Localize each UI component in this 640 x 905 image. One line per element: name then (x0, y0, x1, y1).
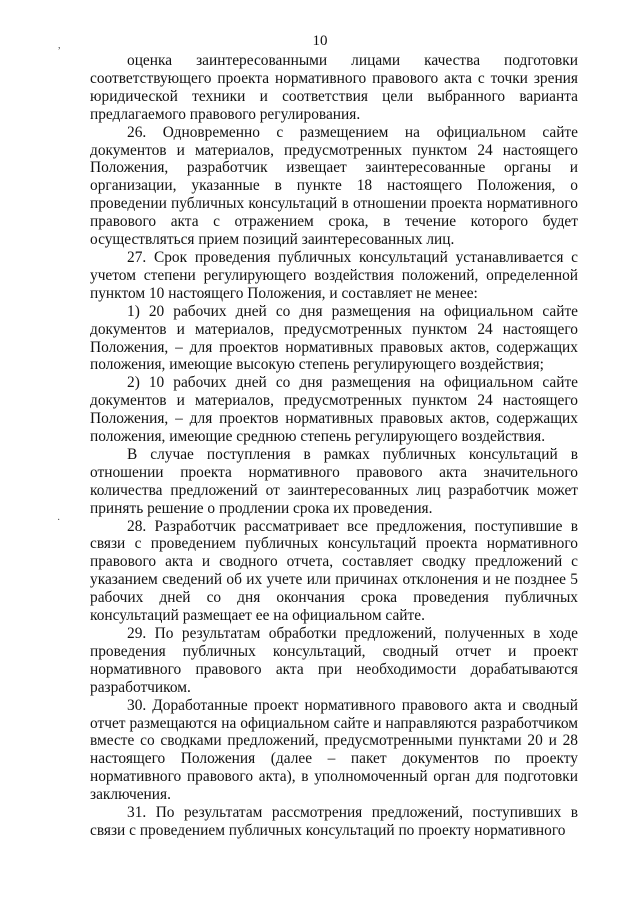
scan-mark: · (57, 515, 61, 526)
paragraph-26: 26. Одновременно с размещением на официальном сайте документов и материалов, предусмотренных пунктом 24 настоящего Положения, разработчик извещает заинтересованные органы и организации, указанные в пункте 18 настоящего Положения, о проведении публичных консультаций в отношении проекта нормативного правового акта с отражением срока, в течение которого будет осуществляться прием позиций заинтересованных лиц. (90, 123, 578, 249)
paragraph-28: 28. Разработчик рассматривает все предложения, поступившие в связи с проведением публичных консультаций проекта нормативного правового акта и сводного отчета, составляет сводку предложений с указанием сведений об их учете или причинах отклонения и не позднее 5 рабочих дней со дня окончания срока проведения публичных консультаций размещает ее на официальном сайте. (90, 517, 578, 625)
paragraph-31: 31. По результатам рассмотрения предложений, поступивших в связи с проведением публичных консультаций по проекту нормативного (90, 804, 578, 839)
paragraph-30: 30. Доработанные проект нормативного правового акта и сводный отчет размещаются на официальном сайте и направляются разработчиком вместе со сводками предложений, предусмотренными пунктами 20 и 28 настоящего Положения (далее – пакет документов по проекту нормативного правового акта), в уполномоченный орган для подготовки заключения. (90, 696, 578, 804)
paragraph-27: 27. Срок проведения публичных консультаций устанавливается с учетом степени регулирующего воздействия положений, определенной пунктом 10 настоящего Положения, и составляет не менее: (90, 248, 578, 302)
paragraph-27-extension: В случае поступления в рамках публичных консультаций в отношении проекта нормативного правового акта значительного количества предложений от заинтересованных лиц разработчик может принять решение о продлении срока их проведения. (90, 445, 578, 517)
paragraph-continuation: оценка заинтересованными лицами качества подготовки соответствующего проекта нормативного правового акта с точки зрения юридической техники и соответствия цели выбранного варианта предлагаемого правового регулирования. (90, 52, 578, 123)
page-number: 10 (312, 33, 328, 49)
paragraph-29: 29. По результатам обработки предложений, полученных в ходе проведения публичных консультаций, сводный отчет и проект нормативного правового акта при необходимости дорабатываются разработчиком. (90, 625, 578, 696)
paragraph-27-item-1: 1) 20 рабочих дней со дня размещения на официальном сайте документов и материалов, предусмотренных пунктом 24 настоящего Положения, – для проектов нормативных правовых актов, содержащих положения, имеющие высокую степень регулирующего воздействия; (90, 302, 578, 374)
paragraph-27-item-2: 2) 10 рабочих дней со дня размещения на официальном сайте документов и материалов, предусмотренных пунктом 24 настоящего Положения, – для проектов нормативных правовых актов, содержащих положения, имеющие среднюю степень регулирующего воздействия. (90, 374, 578, 446)
scan-mark: , (58, 40, 61, 51)
document-body (90, 52, 578, 840)
